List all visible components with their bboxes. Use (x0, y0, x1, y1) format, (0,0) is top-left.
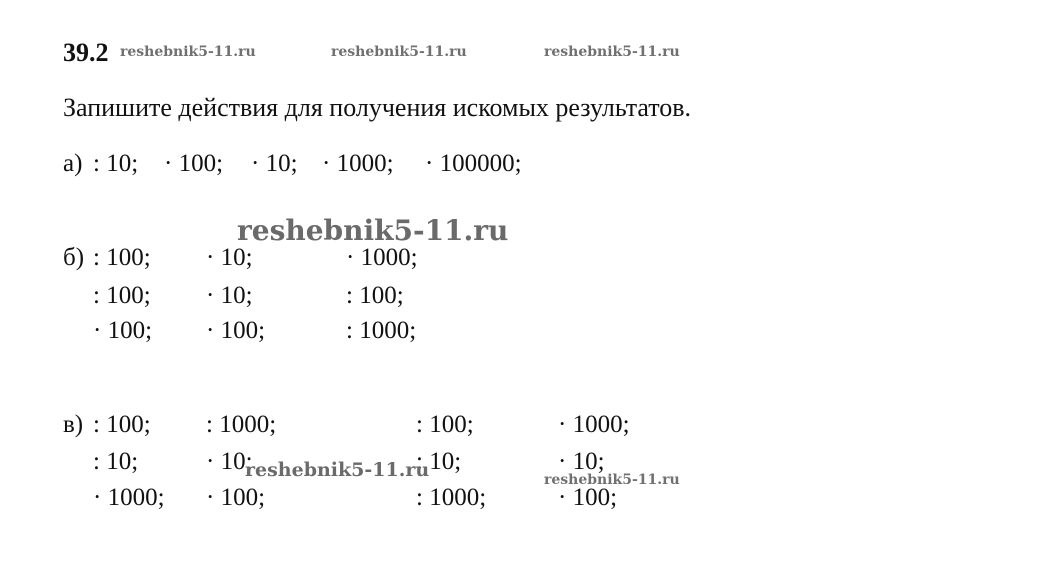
watermark-header-1: reshebnik5-11.ru (120, 44, 256, 60)
part-b-r2-c2: · 10; (206, 282, 253, 309)
watermark-header-2: reshebnik5-11.ru (331, 44, 467, 60)
part-c-r3-c1: · 1000; (93, 484, 165, 511)
part-b-r3-c1: · 100; (93, 317, 153, 344)
watermark-overlay-large: reshebnik5-11.ru (237, 214, 509, 247)
problem-number: 39.2 (63, 38, 109, 67)
part-c-label: в) (63, 411, 84, 438)
part-c-r3-c3: : 1000; (416, 484, 487, 511)
part-b-r1-c3: · 1000; (346, 244, 418, 271)
part-b-label: б) (63, 244, 85, 271)
part-c-r1-c2: : 1000; (206, 411, 277, 438)
part-c-r2-c3: : 10; (416, 448, 462, 475)
task-statement: Запишите действия для получения искомых результатов. (63, 93, 692, 122)
part-b-r1-c2: · 10; (206, 244, 253, 271)
part-c-r3-c4: · 100; (558, 484, 618, 511)
part-b-r1-c1: : 100; (93, 244, 151, 271)
part-c-r2-c2: · 10; (206, 448, 253, 475)
part-c-r3-c2: · 100; (206, 484, 266, 511)
part-c-r1-c3: : 100; (416, 411, 474, 438)
part-c-r2-c4: · 10; (558, 448, 605, 475)
part-a-op-3: · 10; (251, 150, 298, 177)
part-a-op-4: · 1000; (322, 150, 394, 177)
part-a-op-2: · 100; (164, 150, 224, 177)
part-a-op-1: : 10; (93, 150, 139, 177)
part-a-label: а) (63, 150, 83, 177)
watermark-header-3: reshebnik5-11.ru (544, 44, 680, 60)
part-c-r2-c1: : 10; (93, 448, 139, 475)
watermark-overlay-small: reshebnik5-11.ru (544, 472, 680, 488)
watermark-overlay-mid: reshebnik5-11.ru (245, 459, 430, 481)
part-b-r3-c3: : 1000; (346, 317, 417, 344)
part-b-r3-c2: · 100; (206, 317, 266, 344)
part-c-r1-c4: · 1000; (558, 411, 630, 438)
part-b-r2-c1: : 100; (93, 282, 151, 309)
part-b-r2-c3: : 100; (346, 282, 404, 309)
part-c-r1-c1: : 100; (93, 411, 151, 438)
part-a-op-5: · 100000; (425, 150, 522, 177)
